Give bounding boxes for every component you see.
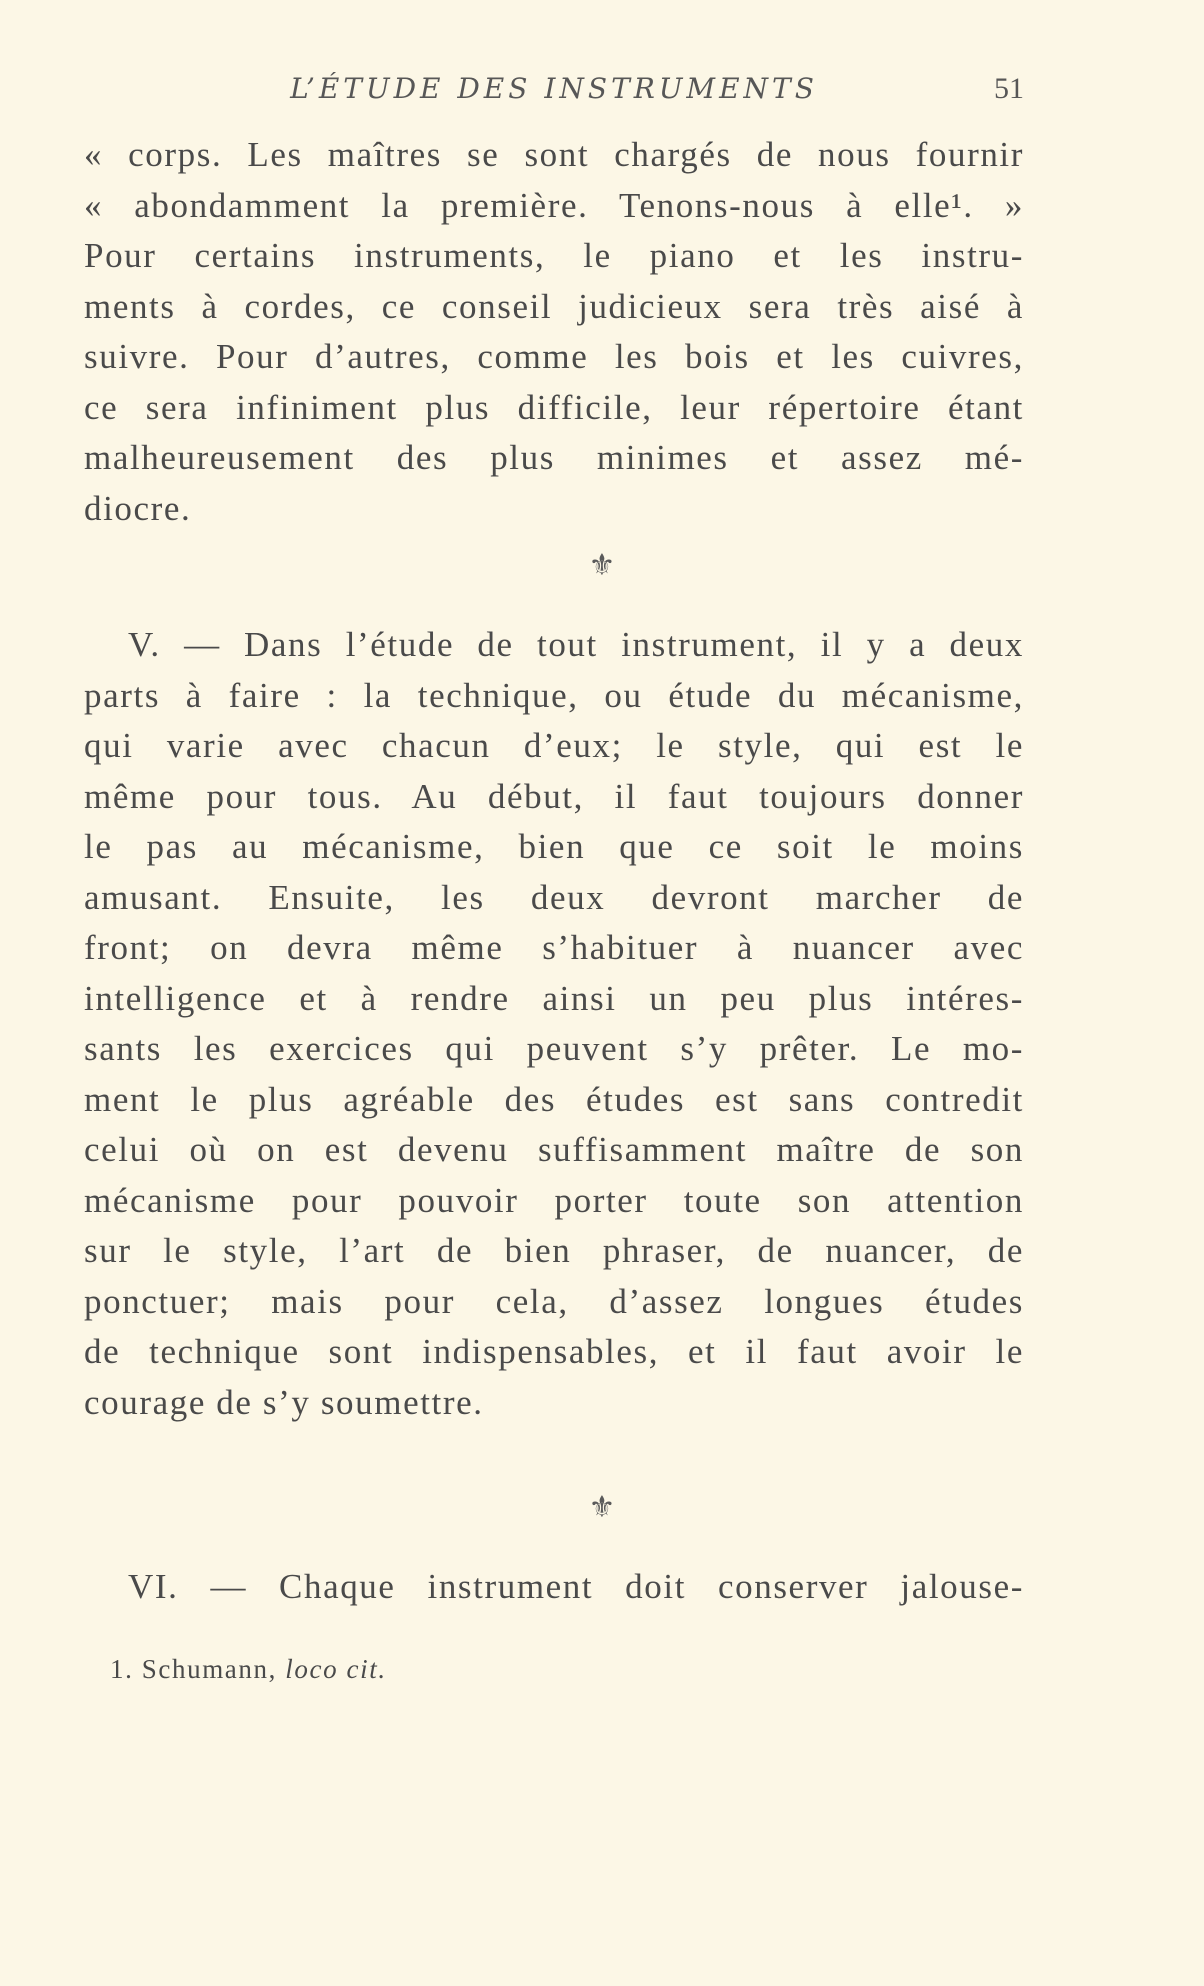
text-line: ponctuer; mais pour cela, d’assez longues études [84,1281,1024,1321]
text-line: qui varie avec chacun d’eux; le style, qui est le [84,726,1024,765]
paragraph-section-vi [84,1562,1024,1613]
text-line: sants les exercices qui peuvent s’y prêter. Le mo- [84,1029,1024,1068]
text-line: amusant. Ensuite, les deux devront marcher de [84,877,1024,917]
text-line: ments à cordes, ce conseil judicieux sera très aisé à [84,286,1024,326]
text-line: ce sera infiniment plus difficile, leur répertoire étant [84,387,1024,427]
text-line: V. — Dans l’étude de tout instrument, il y a deux [128,625,1024,664]
text-line: « abondamment la première. Tenons-nous à elle¹. » [84,185,1024,225]
paragraph-section-v [84,620,1024,1428]
text-line: mécanisme pour pouvoir porter toute son attention [84,1180,1024,1220]
fleuron-ornament-icon: ⚜ [588,1490,616,1525]
text-line: même pour tous. Au début, il faut toujours donner [84,776,1024,816]
footnote [110,1654,387,1685]
text-line: malheureusement des plus minimes et assez mé- [84,438,1024,477]
paragraph-quote-continuation [84,130,1024,534]
text-line: parts à faire : la technique, ou étude du mécanisme, [84,675,1024,715]
running-title: L’ÉTUDE DES INSTRUMENTS [290,72,818,105]
text-line: sur le style, l’art de bien phraser, de nuancer, de [84,1231,1024,1270]
text-line: front; on devra même s’habituer à nuancer avec [84,928,1024,967]
text-line: de technique sont indispensables, et il faut avoir le [84,1332,1024,1371]
running-head [84,72,1024,112]
text-line: intelligence et à rendre ainsi un peu plus intéres- [84,978,1024,1018]
text-line: ment le plus agréable des études est sans contredit [84,1079,1024,1119]
text-line: VI. — Chaque instrument doit conserver jalouse- [128,1567,1024,1606]
text-line: le pas au mécanisme, bien que ce soit le moins [84,827,1024,866]
text-line: Pour certains instruments, le piano et les instru- [84,236,1024,275]
text-line: courage de s’y soumettre. [84,1382,484,1422]
footnote-text: 1. Schumann, [110,1654,286,1684]
text-line: suivre. Pour d’autres, comme les bois et les cuivres, [84,337,1024,376]
page-number: 51 [994,72,1024,105]
fleuron-ornament-icon: ⚜ [588,548,616,583]
text-line: « corps. Les maîtres se sont chargés de nous fournir [84,135,1024,174]
text-line: celui où on est devenu suffisamment maître de son [84,1130,1024,1169]
footnote-italic: loco cit. [285,1654,387,1684]
text-line: diocre. [84,488,192,528]
